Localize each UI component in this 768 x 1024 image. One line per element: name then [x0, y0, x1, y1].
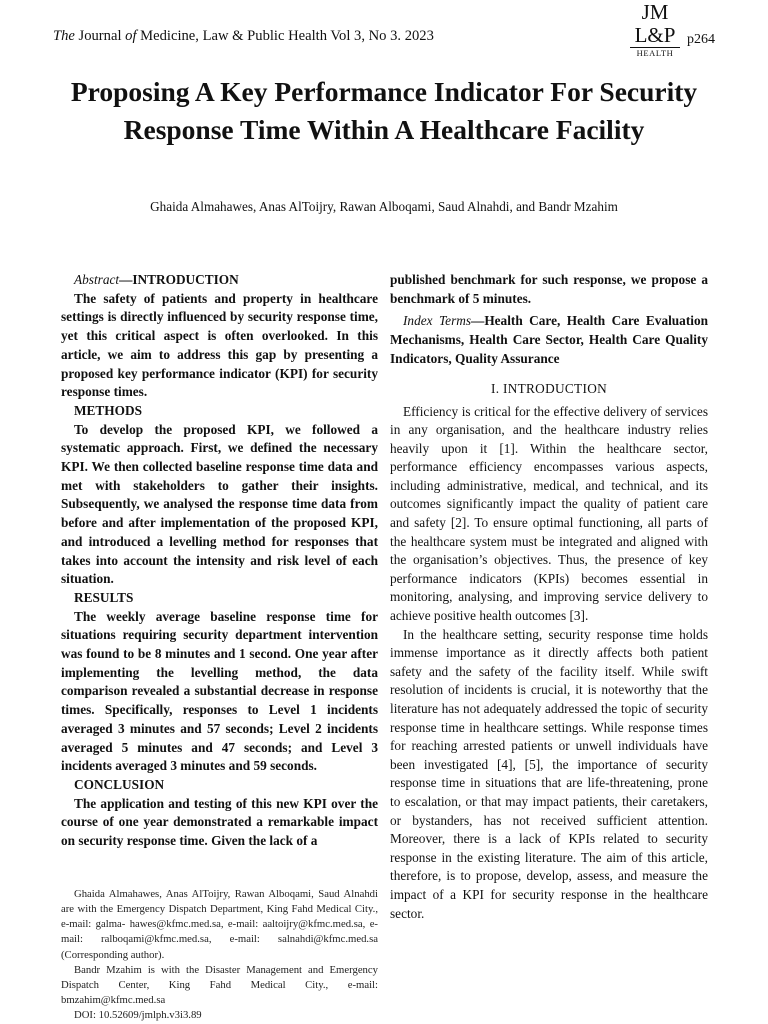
abstract-results-head: RESULTS	[74, 589, 134, 605]
journal-the: The	[53, 28, 75, 44]
abstract-heading	[61, 271, 378, 290]
journal-of: of	[125, 28, 137, 44]
page-number: p264	[687, 32, 715, 47]
abstract-conclusion-continued: published benchmark for such response, we propose a benchmark of 5 minutes.	[390, 272, 708, 306]
abstract-conclusion-head: CONCLUSION	[74, 776, 165, 792]
abstract-intro-head: —INTRODUCTION	[119, 272, 239, 287]
abstract-conclusion-text: The application and testing of this new KPI over the course of one year demonstrated a remarkable impact on security response time. Given the lack of a	[61, 795, 378, 849]
abstract	[61, 271, 378, 851]
footnote-affiliation: Ghaida Almahawes, Anas AlToijry, Rawan Alboqami, Saud Alnahdi are with the Emergency Dispatch Department, King Fahd Medical City., e-mail: galma- hawes@kfmc.med.sa, e-mail: aaltoijry@kfmc.med.sa, e-mail: ralboqami@kfmc.med.sa, e-mail: salnahdi@kfmc.med.sa (Corresponding author).	[61, 887, 378, 961]
logo-line: L&P	[634, 23, 676, 47]
body-paragraph: In the healthcare setting, security response time holds immense importance as it directly affects both patient safety and the safety of the facility itself. While swift resolution of incidents is crucial, it is noteworthy that the literature has not adequately addressed the topic of security response time in healthcare settings. While response times for reaching arrested patients or unwell individuals have been investigated [4], [5], the importance of security response time in situations that are life-threatening, prone to escalation, or that may impact patients, their caretakers, or bystanders, has not received sufficient attention. Moreover, there is a lack of KPIs related to security response in the existing literature. The aim of this article, therefore, is to propose, develop, assess, and measure the impact of a KPI for security response in the healthcare sector.	[390, 626, 708, 921]
footnote-doi: DOI: 10.52609/jmlph.v3i3.89	[74, 1009, 202, 1022]
author-list: Ghaida Almahawes, Anas AlToijry, Rawan Alboqami, Saud Alnahdi, and Bandr Mzahim	[150, 199, 618, 214]
section-heading: I. INTRODUCTION	[490, 380, 608, 396]
left-column	[61, 271, 378, 1024]
index-terms-text: —Health Care, Health Care Evaluation Mechanisms, Health Care Sector, Health Care Quality Indicators, Quality Assurance	[390, 313, 708, 366]
abstract-continued	[390, 271, 708, 369]
journal-logo	[630, 2, 680, 58]
body-paragraph: Efficiency is critical for the effective delivery of services in any organisation, and the healthcare industry relies heavily upon it [1]. Within the healthcare sector, performance efficiency encompasses various aspects, including administrative, medical, and technical, and its outcomes significantly impact the quality of patient care and safety [2]. To ensure optimal functioning, all parts of the healthcare system must be integrated and aligned with the organisation’s objectives. Thus, the presence of key performance indicators (KPIs) becomes essential in monitoring, analysing, and improving service delivery to achieve positive health outcomes [3].	[390, 403, 708, 624]
logo-line: JM	[641, 0, 669, 24]
index-terms-label: Index Terms	[403, 313, 472, 329]
abstract-methods-head: METHODS	[74, 402, 142, 418]
paper-title: Proposing A Key Performance Indicator For Security Response Time Within A Healthcare Facility	[70, 76, 698, 145]
footnotes	[61, 887, 378, 1024]
right-column	[390, 271, 708, 923]
footnote-affiliation: Bandr Mzahim is with the Disaster Management and Emergency Dispatch Center, King Fahd Medical City., e-mail: bmzahim@kfmc.med.sa	[61, 963, 378, 1007]
logo-line: HEALTH	[630, 47, 680, 58]
journal-part: Medicine, Law & Public Health Vol 3, No 3. 2023	[136, 28, 434, 44]
journal-citation	[53, 28, 434, 45]
index-terms	[390, 312, 708, 368]
abstract-results-text: The weekly average baseline response time for situations requiring security department intervention was found to be 8 minutes and 1 second. One year after implementing the levelling method, the data comparison revealed a substantial decrease in response times. Specifically, responses to Level 1 incidents averaged 3 minutes and 57 seconds; Level 2 incidents averaged 5 minutes and 47 seconds; and Level 3 incidents averaged 3 minutes and 59 seconds.	[61, 608, 378, 774]
abstract-label: Abstract	[74, 272, 120, 287]
journal-part: Journal	[74, 28, 126, 44]
abstract-methods-text: To develop the proposed KPI, we followed a systematic approach. First, we defined the necessary KPI. We then collected baseline response time data and met with stakeholders to gather their insights. Subsequently, we analysed the response time data from before and after implementation of the proposed KPI, and introduced a levelling method for responses that takes into account the intensity and risk level of each situation.	[61, 421, 378, 587]
abstract-intro-text: The safety of patients and property in healthcare settings is directly influenced by security response time, yet this critical aspect is often overlooked. In this article, we aim to address this gap by presenting a proposed key performance indicator (KPI) for security response times.	[61, 290, 378, 400]
